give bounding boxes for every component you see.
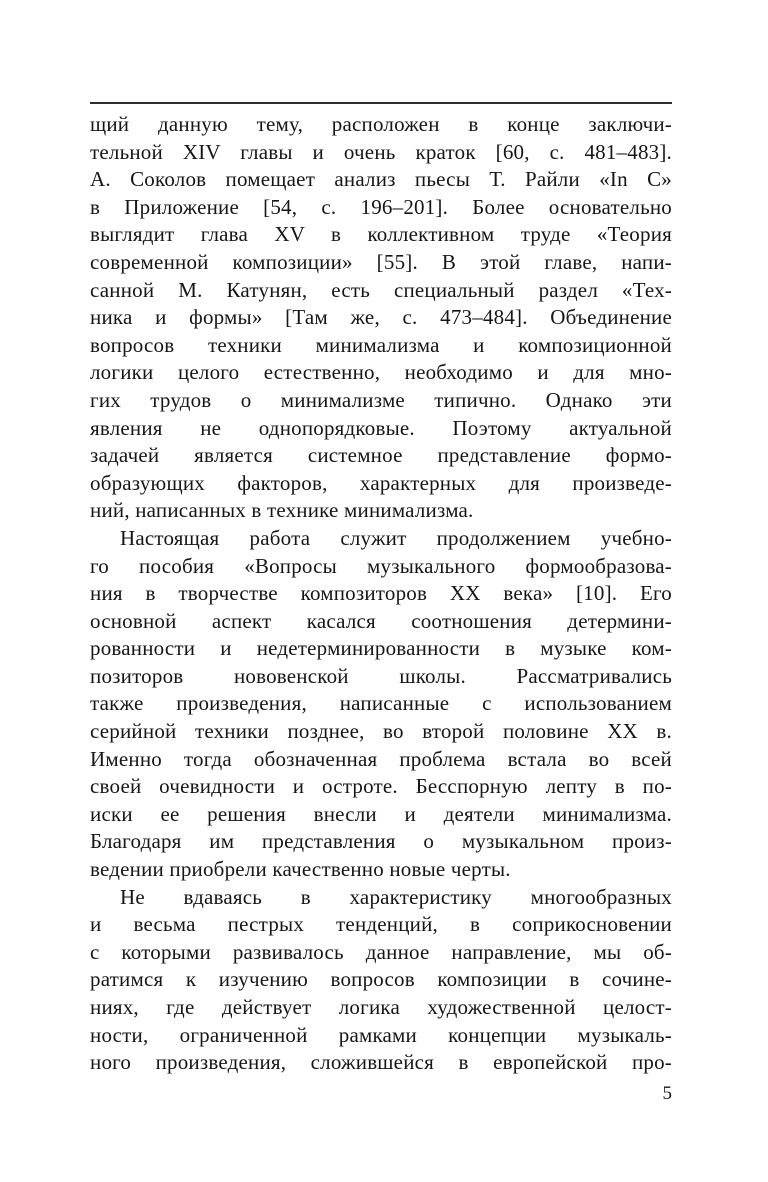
text-line: А. Соколов помещает анализ пьесы Т. Райли «In C» — [90, 167, 672, 192]
text-line: ний, написанных в технике минимализма. — [90, 498, 474, 523]
text-line: Именно тогда обозначенная проблема встала во всей — [90, 746, 672, 771]
text-line: ности, ограниченной рамками концепции музыкаль- — [90, 1022, 672, 1047]
text-line: также произведения, написанные с использованием — [90, 691, 672, 716]
text-line: рованности и недетерминированности в музыке ком- — [90, 636, 672, 661]
text-line: своей очевидности и остроте. Бесспорную лепту в по- — [90, 774, 672, 799]
text-line: позиторов нововенской школы. Рассматривались — [90, 663, 672, 688]
text-line: тельной XIV главы и очень краток [60, с. 481–483]. — [90, 139, 672, 164]
text-line: с которыми развивалось данное направление, мы об- — [90, 939, 672, 964]
text-line: современной композиции» [55]. В этой главе, напи- — [90, 249, 672, 274]
text-line: логики целого естественно, необходимо и для мно- — [90, 360, 672, 385]
paragraph — [90, 111, 672, 525]
text-line: ратимся к изучению вопросов композиции в сочине- — [90, 967, 672, 992]
text-line: ного произведения, сложившейся в европейской про- — [90, 1050, 672, 1075]
paragraph — [90, 525, 672, 884]
text-line: образующих факторов, характерных для произведе- — [90, 470, 672, 495]
body-text — [90, 111, 672, 1077]
text-line: в Приложение [54, с. 196–201]. Более основательно — [90, 194, 672, 219]
text-line: санной М. Катунян, есть специальный раздел «Тех- — [90, 277, 672, 302]
text-line: ниях, где действует логика художественной целост- — [90, 995, 672, 1019]
text-line: основной аспект касался соотношения детермини- — [90, 608, 672, 633]
text-line: ния в творчестве композиторов XX века» [10]. Его — [90, 581, 672, 606]
text-line: щий данную тему, расположен в конце заключи- — [90, 112, 672, 136]
text-line: и весьма пестрых тенденций, в соприкосновении — [90, 912, 672, 937]
text-line: ведении приобрели качественно новые черты. — [90, 857, 511, 882]
text-line: Благодаря им представления о музыкальном произ- — [90, 829, 672, 854]
text-line: Не вдаваясь в характеристику многообразных — [120, 884, 672, 909]
top-rule — [90, 102, 672, 104]
text-line: серийной техники позднее, во второй половине XX в. — [90, 719, 672, 744]
page-number: 5 — [662, 1083, 672, 1104]
text-line: явления не однопорядковые. Поэтому актуальной — [90, 415, 672, 440]
text-line: вопросов техники минимализма и композиционной — [90, 332, 672, 357]
text-line: выглядит глава XV в коллективном труде «Теория — [90, 222, 672, 247]
text-line: Настоящая работа служит продолжением учебно- — [120, 525, 672, 550]
text-line: задачей является системное представление формо- — [90, 443, 672, 468]
text-line: ника и формы» [Там же, с. 473–484]. Объединение — [90, 305, 672, 330]
paragraph — [90, 884, 672, 1077]
text-line: иски ее решения внесли и деятели минимализма. — [90, 801, 672, 826]
text-line: го пособия «Вопросы музыкального формообразова- — [90, 553, 672, 578]
text-line: гих трудов о минимализме типично. Однако эти — [90, 387, 672, 412]
